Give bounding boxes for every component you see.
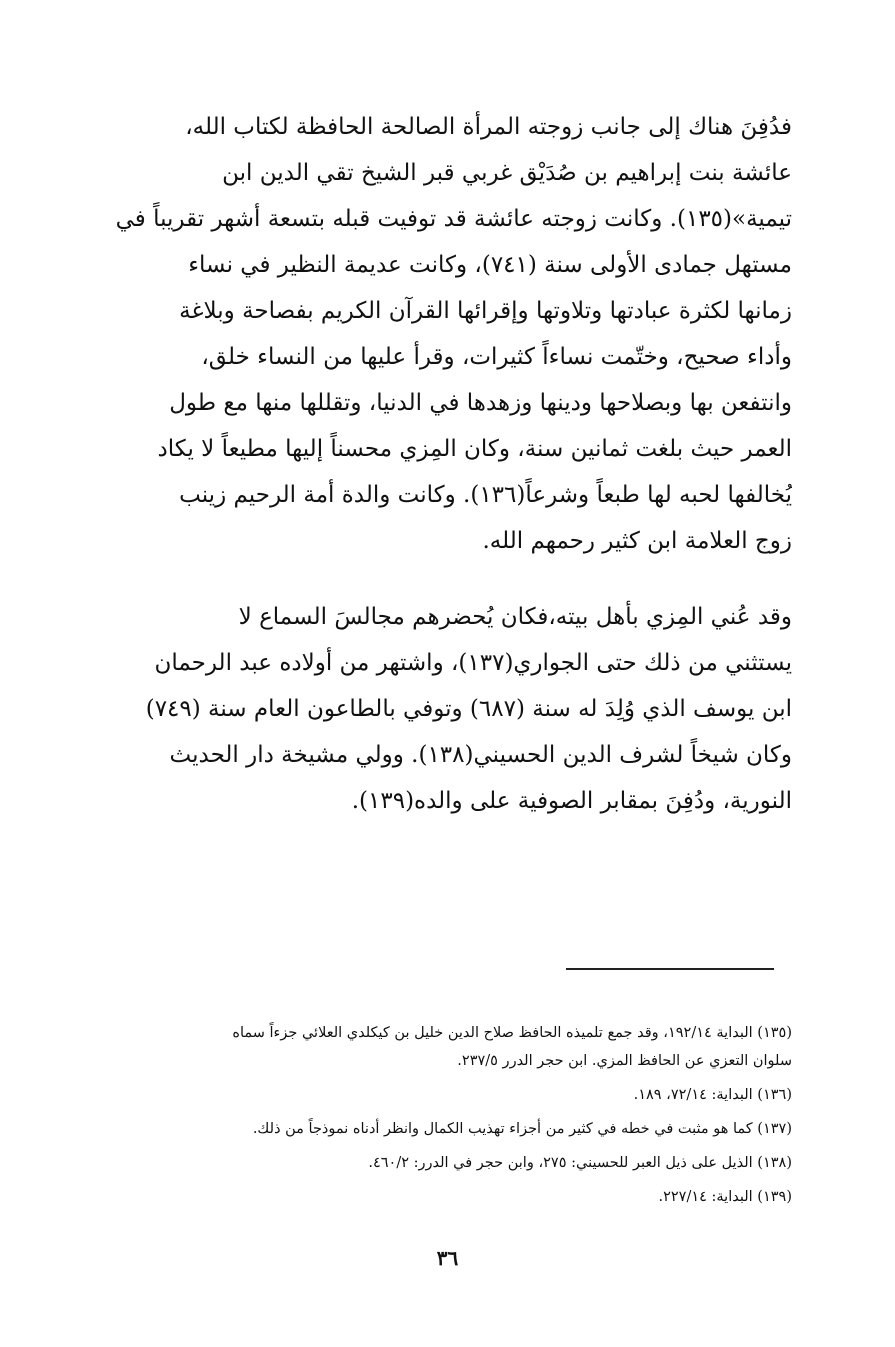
footnote-line: سلوان التعزي عن الحافظ المزي. ابن حجر الدرر ٢٣٧/٥. bbox=[457, 1053, 792, 1069]
text-line: وأداء صحيح، وختّمت نساءاً كثيرات، وقرأ عليها من النساء خلق، bbox=[201, 344, 792, 370]
text-line: وقد عُني المِزي بأهل بيته،فكان يُحضرهم مجالسَ السماع لا bbox=[238, 604, 792, 630]
paragraph-1 bbox=[92, 104, 792, 564]
footnote-line: (١٣٨) الذيل على ذيل العبر للحسيني: ٢٧٥، وابن حجر في الدرر: ٤٦٠/٢. bbox=[368, 1155, 792, 1171]
text-line: وانتفعن بها وبصلاحها ودينها وزهدها في الدنيا، وتقللها منها مع طول bbox=[169, 390, 792, 416]
footnote-line: (١٣٦) البداية: ٧٢/١٤، ١٨٩. bbox=[633, 1087, 792, 1103]
footnote-line: (١٣٩) البداية: ٢٢٧/١٤. bbox=[658, 1189, 792, 1205]
text-line: وكان شيخاً لشرف الدين الحسيني(١٣٨). وولي مشيخة دار الحديث bbox=[169, 742, 792, 768]
text-line: يُخالفها لحبه لها طبعاً وشرعاً(١٣٦). وكانت والدة أمة الرحيم زينب bbox=[179, 482, 792, 508]
footnotes bbox=[92, 1016, 792, 1214]
page-number: ٣٦ bbox=[436, 1246, 459, 1270]
text-line: ابن يوسف الذي وُلِدَ له سنة (٦٨٧) وتوفي بالطاعون العام سنة (٧٤٩) bbox=[145, 696, 792, 722]
footnote-line: (١٣٥) البداية ١٩٢/١٤، وقد جمع تلميذه الحافظ صلاح الدين خليل بن كيكلدي العلائي جزءاً سماه bbox=[232, 1025, 792, 1041]
text-line: فدُفِنَ هناك إلى جانب زوجته المرأة الصالحة الحافظة لكتاب الله، bbox=[185, 114, 792, 140]
text-line: تيمية»(١٣٥). وكانت زوجته عائشة قد توفيت قبله بتسعة أشهر تقريباً في bbox=[115, 206, 792, 232]
text-line: العمر حيث بلغت ثمانين سنة، وكان المِزي محسناً إليها مطيعاً لا يكاد bbox=[157, 436, 792, 462]
text-line: زوج العلامة ابن كثير رحمهم الله. bbox=[482, 528, 792, 554]
text-line: يستثني من ذلك حتى الجواري(١٣٧)، واشتهر من أولاده عبد الرحمان bbox=[154, 650, 792, 676]
paragraph-2 bbox=[92, 594, 792, 824]
text-line: عائشة بنت إبراهيم بن صُدَيْق غربي قبر الشيخ تقي الدين ابن bbox=[222, 160, 792, 186]
text-line: مستهل جمادى الأولى سنة (٧٤١)، وكانت عديمة النظير في نساء bbox=[188, 252, 792, 278]
footnote-line: (١٣٧) كما هو مثبت في خطه في كثير من أجزاء تهذيب الكمال وانظر أدناه نموذجاً من ذلك. bbox=[252, 1121, 792, 1137]
footnote-separator bbox=[566, 968, 774, 970]
text-line: النورية، ودُفِنَ بمقابر الصوفية على والده(١٣٩). bbox=[351, 788, 792, 814]
text-line: زمانها لكثرة عبادتها وتلاوتها وإقرائها القرآن الكريم بفصاحة وبلاغة bbox=[179, 298, 792, 324]
main-text bbox=[92, 104, 792, 824]
